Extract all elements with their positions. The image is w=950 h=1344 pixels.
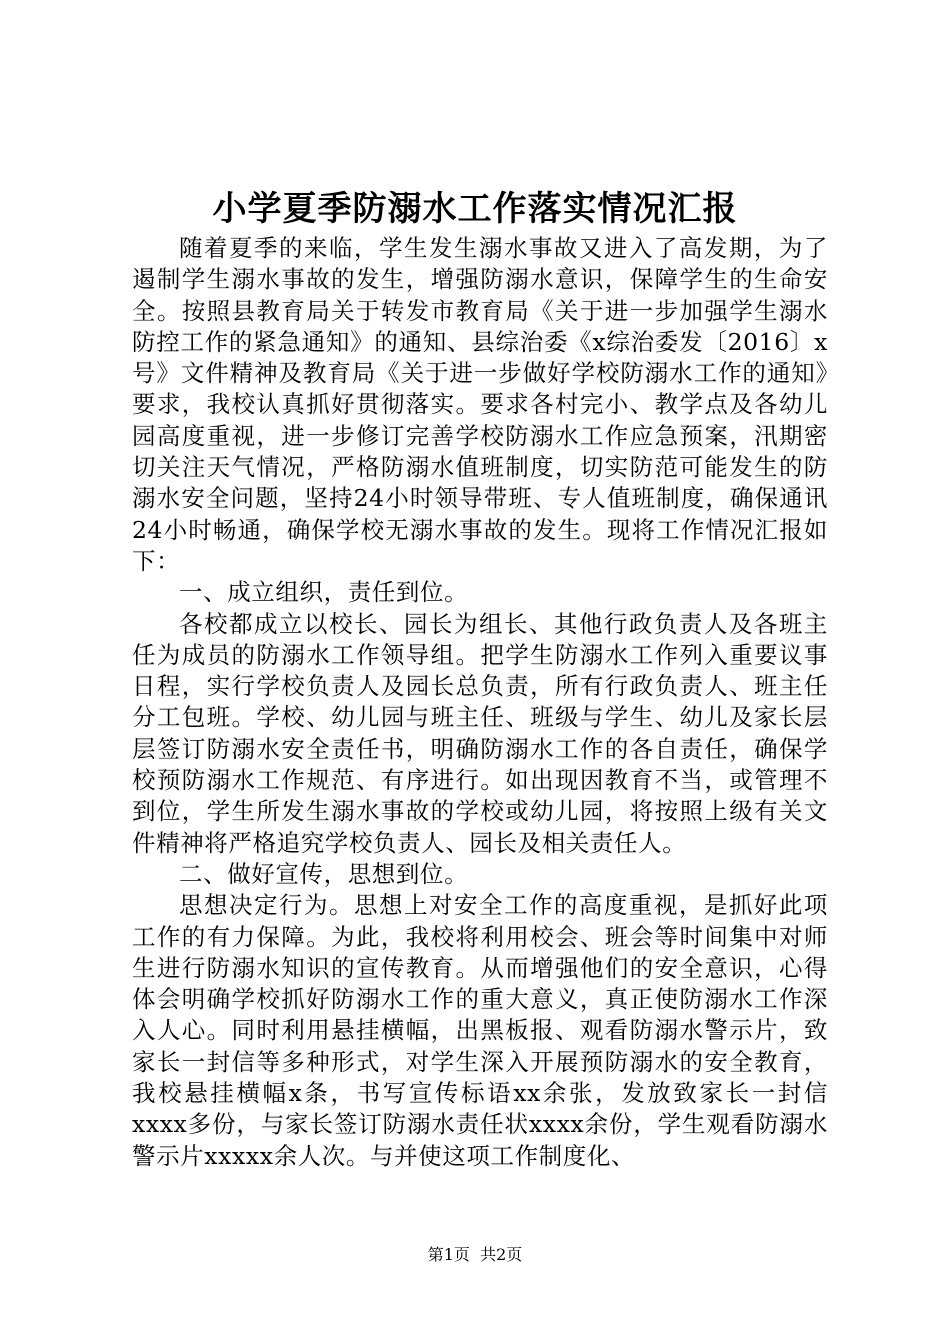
paragraph-section-1: 各校都成立以校长、园长为组长、其他行政负责人及各班主任为成员的防溺水工作领导组。把学生防溺水工作列入重要议事日程，实行学校负责人及园长总负责，所有行政负责人、班主任分工包班。学校、幼儿园与班主任、班级与学生、幼儿及家长层层签订防溺水安全责任书，明确防溺水工作的各自责任，确保学校预防溺水工作规范、有序进行。如出现因教育不当，或管理不到位，学生所发生溺水事故的学校或幼儿园，将按照上级有关文件精神将严格追究学校负责人、园长及相关责任人。: [132, 609, 828, 857]
section-heading-2: 二、做好宣传，思想到位。: [179, 859, 469, 888]
page-footer: [0, 1244, 950, 1266]
paragraph-section-2: 思想决定行为。思想上对安全工作的高度重视，是抓好此项工作的有力保障。为此，我校将利用校会、班会等时间集中对师生进行防溺水知识的宣传教育。从而增强他们的安全意识，心得体会明确学校抓好防溺水工作的重大意义，真正使防溺水工作深入人心。同时利用悬挂横幅，出黑板报、观看防溺水警示片，致家长一封信等多种形式，对学生深入开展预防溺水的安全教育，我校悬挂横幅x条，书写宣传标语xx余张，发放致家长一封信xxxx多份，与家长签订防溺水责任状xxxx余份，学生观看防溺水警示片xxxxx余人次。与并使这项工作制度化、: [132, 891, 828, 1170]
page-total: 共2页: [480, 1245, 523, 1264]
document-body: [132, 233, 828, 1172]
document-title: 小学夏季防溺水工作落实情况汇报: [212, 189, 738, 229]
page-number: 第1页: [427, 1245, 470, 1264]
section-heading-1: 一、成立组织，责任到位。: [179, 578, 469, 607]
paragraph-intro: 随着夏季的来临，学生发生溺水事故又进入了高发期，为了遏制学生溺水事故的发生，增强防溺水意识，保障学生的生命安全。按照县教育局关于转发市教育局《关于进一步加强学生溺水防控工作的紧急通知》的通知、县综治委《x综治委发〔2016〕x号》文件精神及教育局《关于进一步做好学校防溺水工作的通知》要求，我校认真抓好贯彻落实。要求各村完小、教学点及各幼儿园高度重视，进一步修订完善学校防溺水工作应急预案，汛期密切关注天气情况，严格防溺水值班制度，切实防范可能发生的防溺水安全问题，坚持24小时领导带班、专人值班制度，确保通讯24小时畅通，确保学校无溺水事故的发生。现将工作情况汇报如下：: [132, 234, 828, 575]
